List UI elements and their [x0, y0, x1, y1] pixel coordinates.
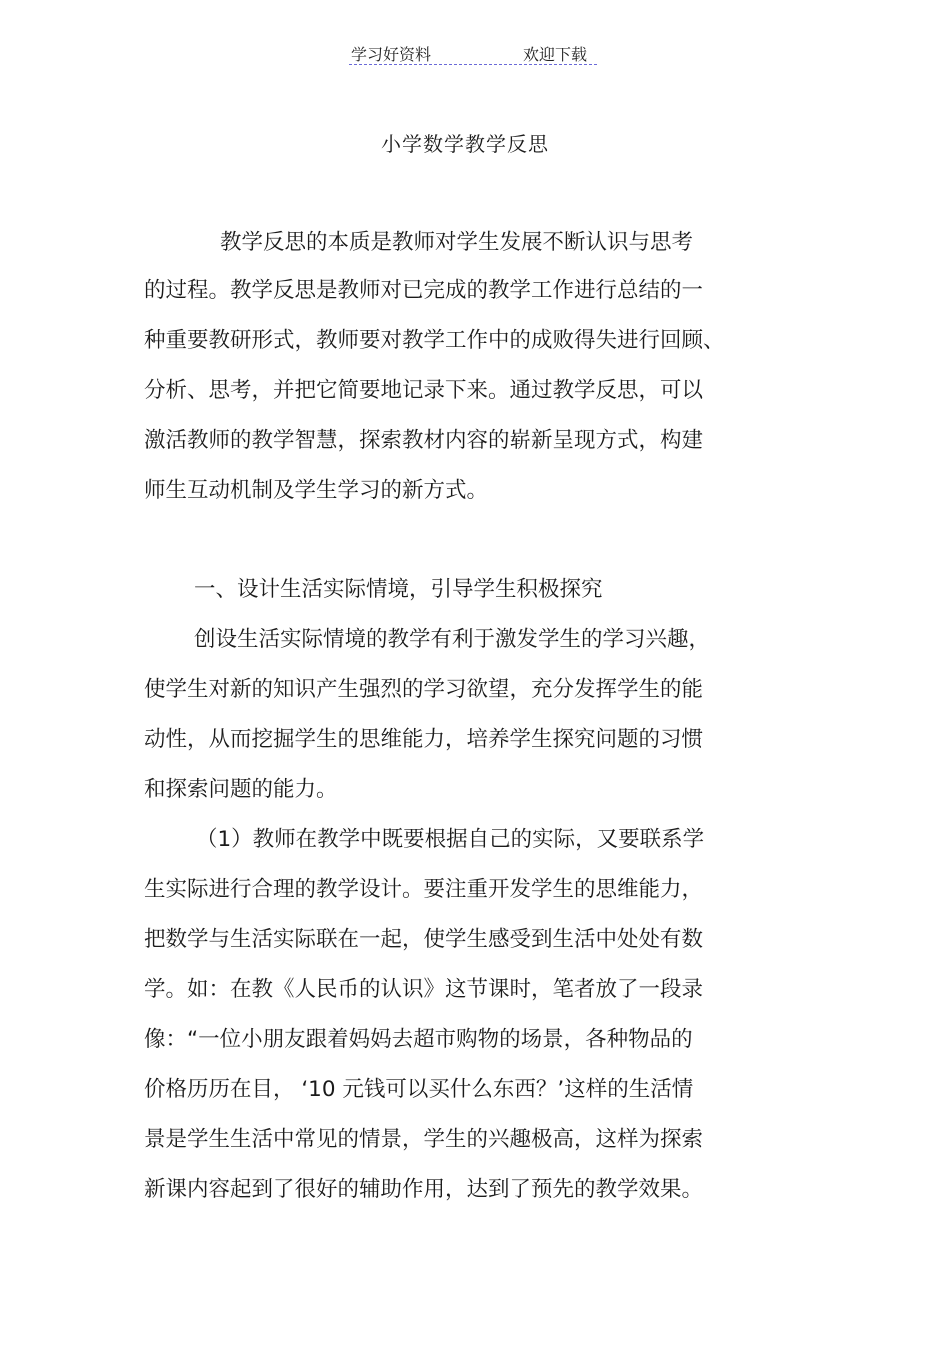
text-line: 像：“一位小朋友跟着妈妈去超市购物的场景，各种物品的 [144, 1027, 693, 1052]
document-title: 小学数学教学反思 [381, 132, 549, 156]
header-left-text: 学习好资料 [351, 45, 432, 64]
page-header [349, 40, 597, 65]
text-line: 学。如：在教《人民币的认识》这节课时，笔者放了一段录 [144, 977, 704, 1002]
text-line: 师生互动机制及学生学习的新方式。 [144, 478, 489, 503]
section-heading: 一、设计生活实际情境，引导学生积极探究 [194, 577, 603, 602]
text-line: 价格历历在目， ‘10 元钱可以买什么东西？’这样的生活情 [144, 1077, 694, 1102]
text-line: 的过程。教学反思是教师对已完成的教学工作进行总结的一 [144, 278, 704, 303]
text-line: 生实际进行合理的教学设计。要注重开发学生的思维能力， [144, 877, 704, 902]
text-line: 激活教师的教学智慧，探索教材内容的崭新呈现方式，构建 [144, 428, 704, 453]
text-line: 种重要教研形式，教师要对教学工作中的成败得失进行回顾、 [144, 328, 725, 353]
text-line: （1）教师在教学中既要根据自己的实际，又要联系学 [196, 827, 705, 852]
text-line: 和探索问题的能力。 [144, 777, 338, 802]
text-line: 分析、思考，并把它简要地记录下来。通过教学反思，可以 [144, 378, 704, 403]
text-line: 创设生活实际情境的教学有利于激发学生的学习兴趣， [194, 627, 711, 652]
text-line: 景是学生生活中常见的情景，学生的兴趣极高，这样为探索 [144, 1127, 704, 1152]
text-line: 教学反思的本质是教师对学生发展不断认识与思考 [220, 230, 694, 255]
text-line: 把数学与生活实际联在一起，使学生感受到生活中处处有数 [144, 927, 704, 952]
text-line: 新课内容起到了很好的辅助作用，达到了预先的教学效果。 [144, 1177, 704, 1202]
text-line: 使学生对新的知识产生强烈的学习欲望，充分发挥学生的能 [144, 677, 704, 702]
header-right-text: 欢迎下载 [523, 45, 588, 64]
text-line: 动性，从而挖掘学生的思维能力，培养学生探究问题的习惯 [144, 727, 704, 752]
